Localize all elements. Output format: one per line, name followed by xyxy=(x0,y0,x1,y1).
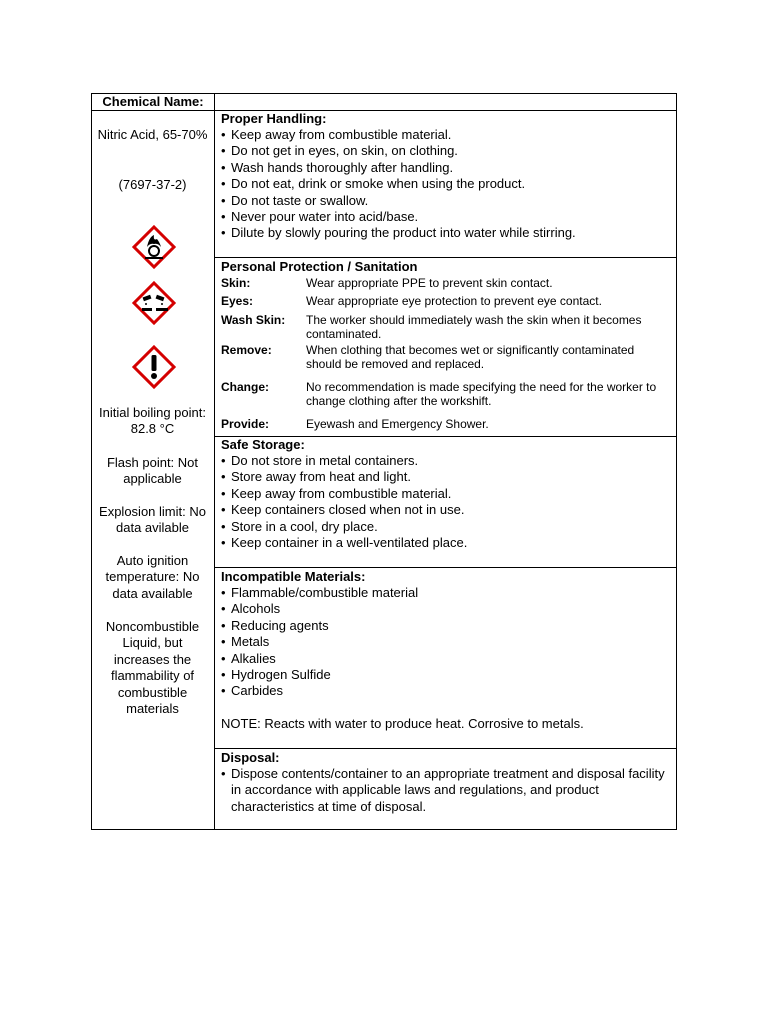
list-item: • Dilute by slowly pouring the product into water while stirring. xyxy=(221,225,676,241)
list-item: • Do not taste or swallow. xyxy=(221,193,676,209)
chemical-summary-column xyxy=(92,111,215,829)
oxidizer-pictogram-icon xyxy=(132,225,176,269)
list-item: • Flammable/combustible material xyxy=(221,585,676,601)
list-item: • Alkalies xyxy=(221,651,676,667)
ppe-label: Change: xyxy=(221,380,269,394)
flash-point: Flash point: Not applicable xyxy=(106,455,199,487)
safe-storage-section xyxy=(215,437,676,568)
ppe-label: Provide: xyxy=(221,417,270,431)
list-item: • Alcohols xyxy=(221,601,676,617)
list-item: • Wash hands thoroughly after handling. xyxy=(221,160,676,176)
ppe-label: Remove: xyxy=(221,343,272,357)
list-item: • Keep containers closed when not in use. xyxy=(221,502,676,518)
list-item: • Keep away from combustible material. xyxy=(221,127,676,143)
list-item: • Do not store in metal containers. xyxy=(221,453,676,469)
ppe-value: No recommendation is made specifying the need for the worker to change clothing after the workshift. xyxy=(306,380,657,408)
chemical-name: Nitric Acid, 65-70% xyxy=(97,127,208,142)
list-item: • Do not get in eyes, on skin, on clothing. xyxy=(221,143,676,159)
list-item: • Keep container in a well-ventilated place. xyxy=(221,535,676,551)
chemical-info-sheet xyxy=(91,93,677,830)
incompatible-note: NOTE: Reacts with water to produce heat. Corrosive to metals. xyxy=(221,715,584,731)
boiling-point: Initial boiling point: 82.8 °C xyxy=(99,405,206,437)
auto-ignition: Auto ignition temperature: No data available xyxy=(105,553,200,601)
section-title: Personal Protection / Sanitation xyxy=(221,259,418,274)
list-item: • Carbides xyxy=(221,683,676,699)
section-title: Incompatible Materials: xyxy=(221,569,366,584)
ppe-label: Wash Skin: xyxy=(221,313,286,327)
ppe-value: Wear appropriate eye protection to prevent eye contact. xyxy=(306,294,602,308)
exclamation-pictogram-icon xyxy=(132,345,176,389)
ppe-label: Skin: xyxy=(221,276,251,290)
list-item: • Hydrogen Sulfide xyxy=(221,667,676,683)
ppe-value: Wear appropriate PPE to prevent skin contact. xyxy=(306,276,553,290)
header-blank-cell xyxy=(215,94,676,111)
list-item: • Metals xyxy=(221,634,676,650)
section-title: Proper Handling: xyxy=(221,111,327,126)
cas-number: (7697-37-2) xyxy=(118,177,187,192)
list-item: • Reducing agents xyxy=(221,618,676,634)
list-item: • Dispose contents/container to an appropriate treatment and disposal facility in accordance with applicable laws and regulations, and product characteristics at time of disposal. xyxy=(221,766,666,815)
details-column xyxy=(215,111,676,829)
personal-protection-section xyxy=(215,258,676,437)
ppe-label: Eyes: xyxy=(221,294,254,308)
incompatible-materials-section xyxy=(215,568,676,749)
ppe-value: When clothing that becomes wet or significantly contaminated should be removed and replaced. xyxy=(306,343,635,371)
chemical-name-label: Chemical Name: xyxy=(92,94,215,111)
section-title: Safe Storage: xyxy=(221,437,305,452)
ppe-value: The worker should immediately wash the skin when it becomes contaminated. xyxy=(306,313,642,341)
explosion-limit: Explosion limit: No data avilable xyxy=(99,504,206,536)
ppe-value: Eyewash and Emergency Shower. xyxy=(306,417,489,431)
disposal-section xyxy=(215,749,676,831)
list-item: • Store away from heat and light. xyxy=(221,469,676,485)
noncombustible-note: Noncombustible Liquid, but increases the flammability of combustible materials xyxy=(105,619,200,717)
list-item: • Keep away from combustible material. xyxy=(221,486,676,502)
list-item: • Do not eat, drink or smoke when using the product. xyxy=(221,176,676,192)
corrosive-pictogram-icon xyxy=(132,281,176,325)
section-title: Disposal: xyxy=(221,750,280,765)
list-item: • Store in a cool, dry place. xyxy=(221,519,676,535)
proper-handling-section xyxy=(215,111,676,258)
list-item: • Never pour water into acid/base. xyxy=(221,209,676,225)
